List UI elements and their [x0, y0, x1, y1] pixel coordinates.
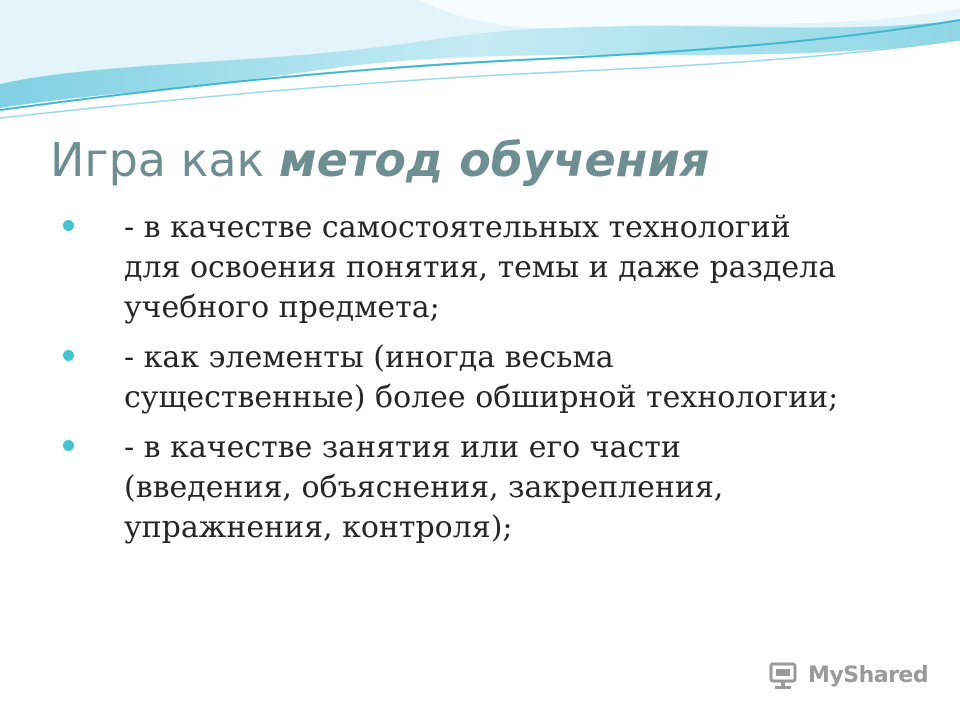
- bullet-item: [60, 208, 920, 328]
- bullet-dot-icon: [63, 220, 74, 231]
- bullet-item: [60, 338, 920, 418]
- myshared-watermark[interactable]: [768, 658, 938, 692]
- bullet-dot-icon: [63, 440, 74, 451]
- watermark-text: MyShared: [808, 662, 929, 688]
- bullet-item: [60, 428, 920, 548]
- title-emphasis: метод обучения: [278, 133, 710, 187]
- bullet-text: - как элементы (иногда весьма существенные) более обширной технологии;: [124, 340, 839, 415]
- bullet-text: - в качестве занятия или его части (введения, объяснения, закрепления, упражнения, контроля);: [124, 430, 724, 545]
- header-wave-decoration: [0, 0, 960, 130]
- bullet-dot-icon: [63, 350, 74, 361]
- bullet-text: - в качестве самостоятельных технологий для освоения понятия, темы и даже раздела учебного предмета;: [124, 210, 837, 325]
- myshared-logo-icon: [768, 658, 802, 692]
- bullet-list: [60, 208, 920, 558]
- slide-title: [50, 120, 930, 200]
- title-plain: Игра как: [50, 133, 279, 187]
